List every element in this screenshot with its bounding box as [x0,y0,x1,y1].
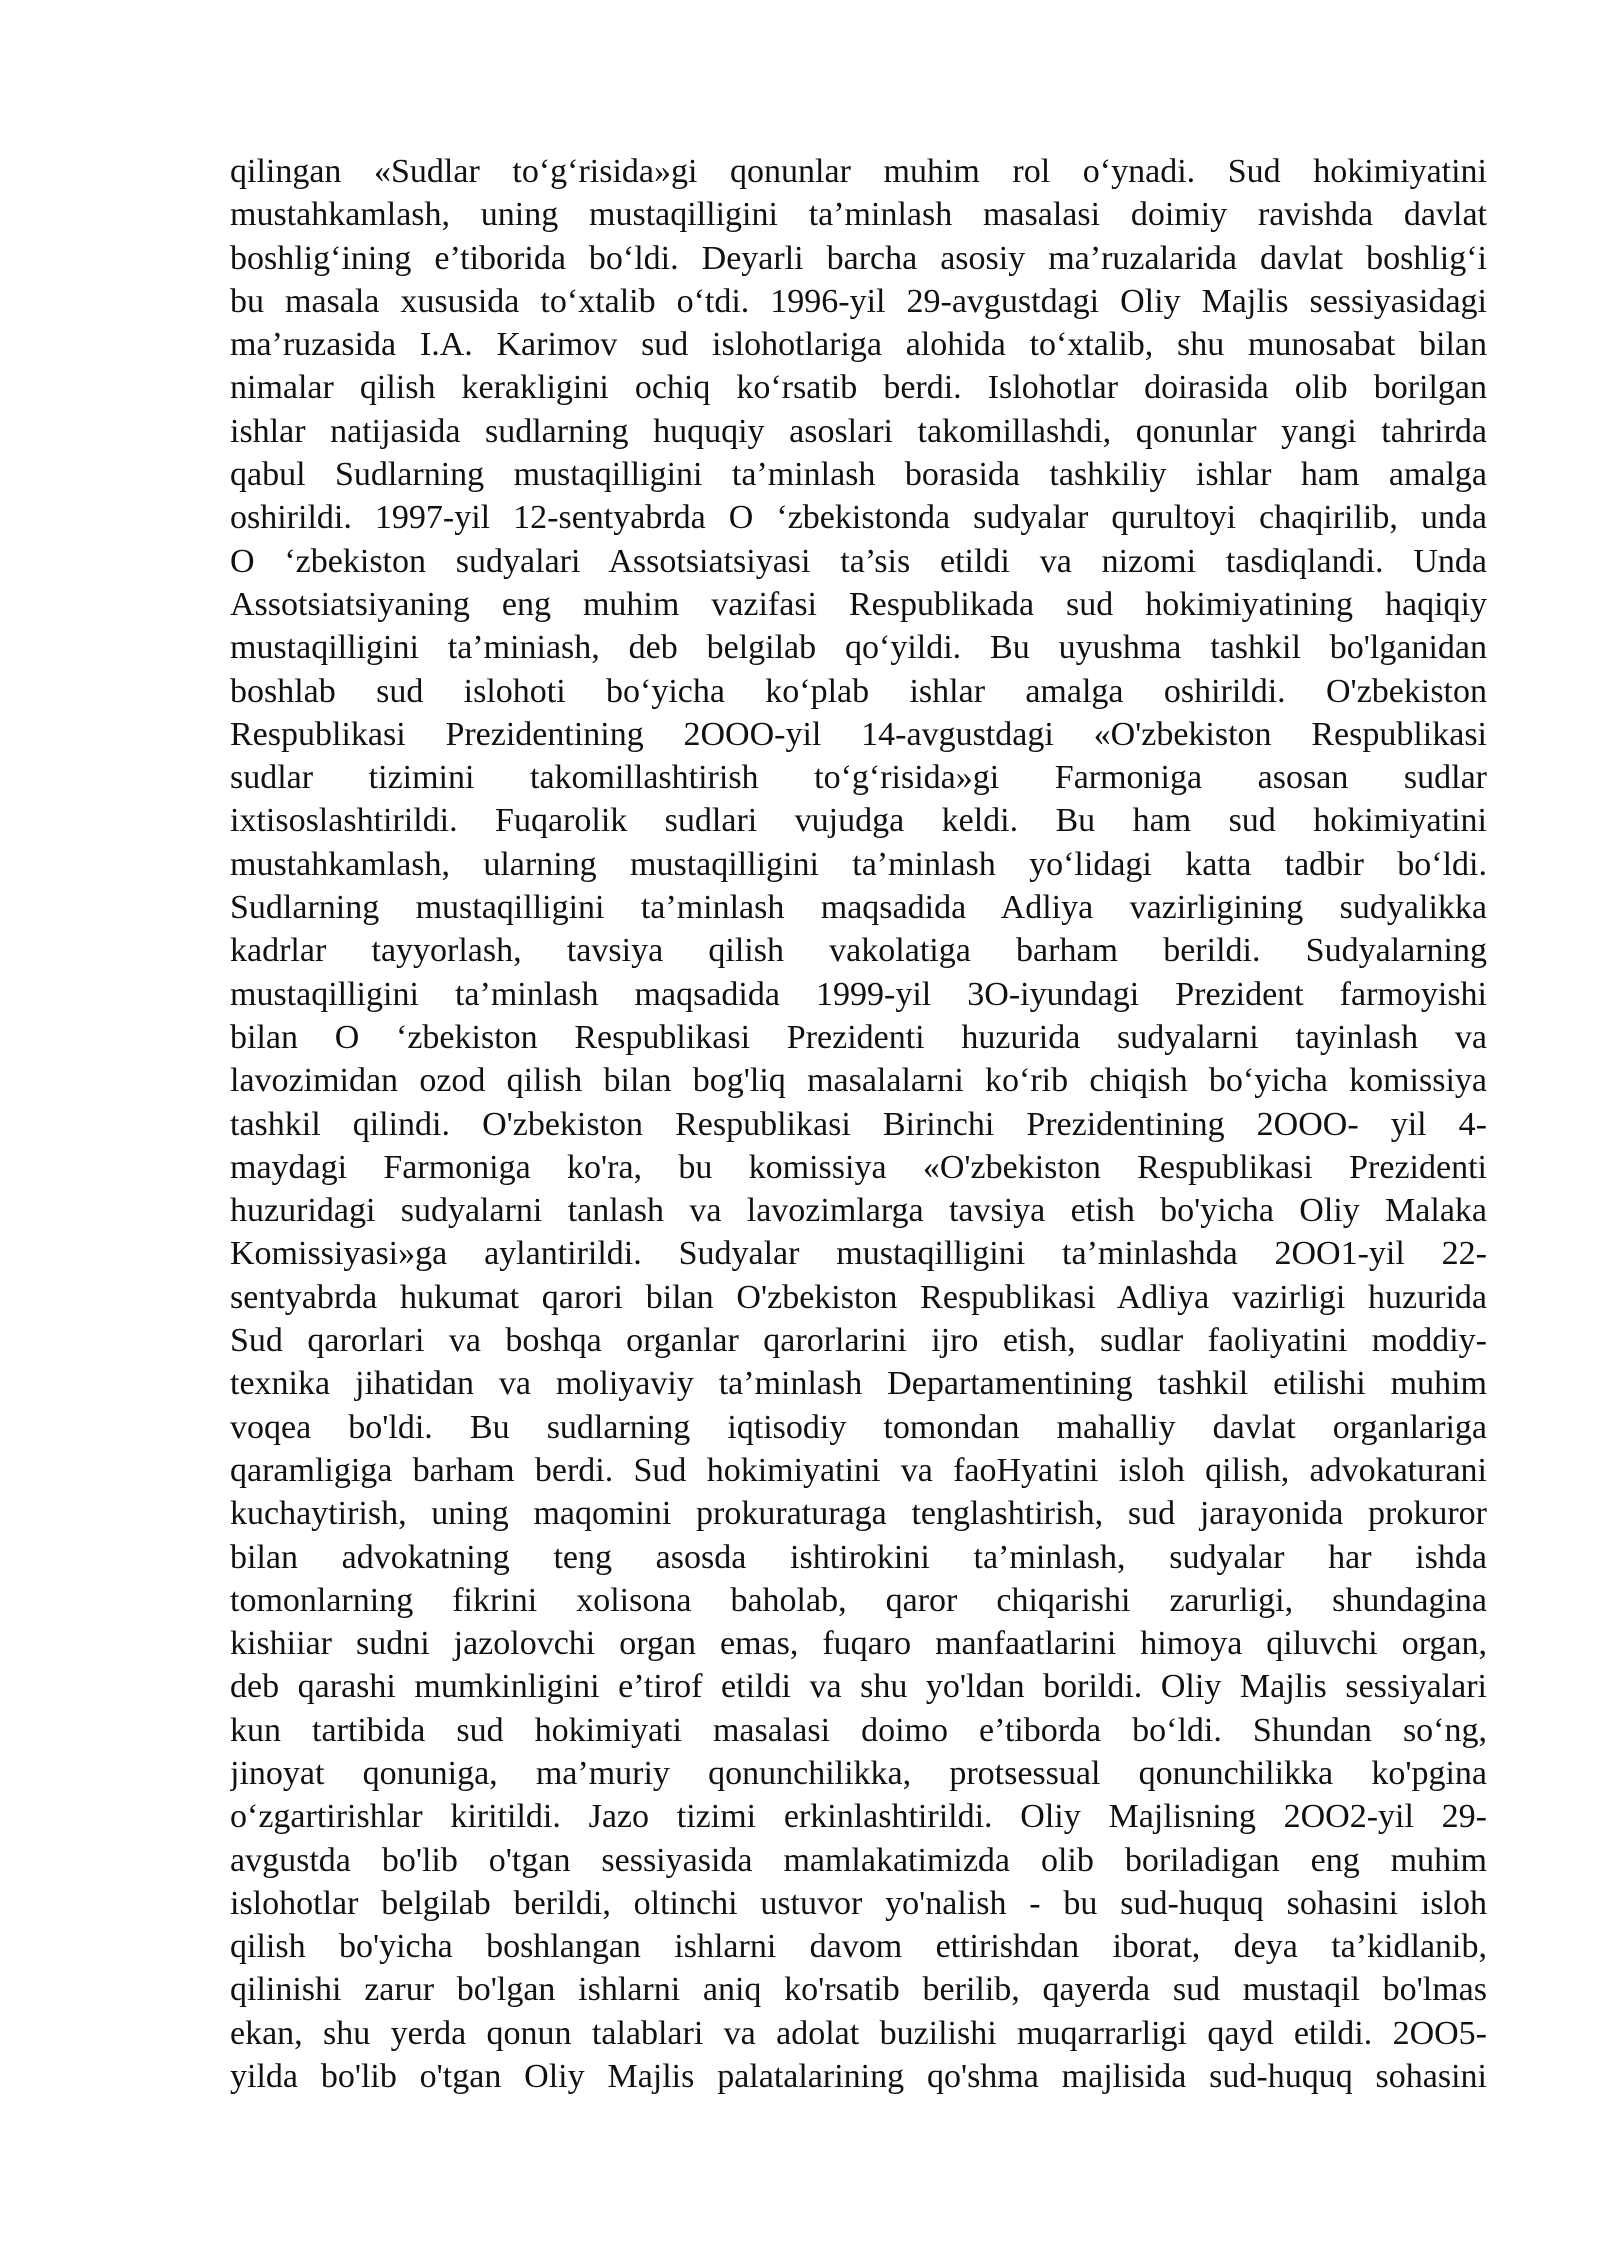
text-line: o‘zgartirishlar kiritildi. Jazo tizimi erkinlashtirildi. Oliy Majlisning 2OO2-yil 29- [230,1798,1487,1836]
text-line: Respublikasi Prezidentining 2OOO-yil 14-avgustdagi «O'zbekiston Respublikasi [230,715,1487,753]
text-line: mustahkamlash, ularning mustaqilligini ta’minlash yo‘lidagi katta tadbir bo‘ldi. [230,845,1487,883]
text-line: mustaqilligini ta’minlash maqsadida 1999-yil 3O-iyundagi Prezident farmoyishi [230,975,1487,1013]
text-line: ma’ruzasida I.A. Karimov sud islohotlariga alohida to‘xtalib, shu munosabat bilan [230,326,1487,364]
text-line: boshlab sud islohoti bo‘yicha ko‘plab ishlar amalga oshirildi. O'zbekiston [230,672,1487,710]
text-line: oshirildi. 1997-yil 12-sentyabrda O ‘zbekistonda sudyalar qurultoyi chaqirilib, unda [230,499,1487,537]
text-line: qabul Sudlarning mustaqilligini ta’minlash borasida tashkiliy ishlar ham amalga [230,456,1487,494]
text-line: Assotsiatsiyaning eng muhim vazifasi Respublikada sud hokimiyatining haqiqiy [230,585,1487,623]
text-line: voqea bo'ldi. Bu sudlarning iqtisodiy tomondan mahalliy davlat organlariga [230,1408,1487,1446]
text-line: huzuridagi sudyalarni tanlash va lavozimlarga tavsiya etish bo'yicha Oliy Malaka [230,1192,1487,1230]
text-line: qaramligiga barham berdi. Sud hokimiyatini va faoHyatini isloh qilish, advokaturani [230,1451,1487,1489]
text-line: maydagi Farmoniga ko'ra, bu komissiya «O'zbekiston Respublikasi Prezidenti [230,1148,1487,1186]
text-line: ekan, shu yerda qonun talablari va adolat buzilishi muqarrarligi qayd etildi. 2OO5- [230,2014,1487,2052]
text-line: mustahkamlash, uning mustaqilligini ta’minlash masalasi doimiy ravishda davlat [230,196,1487,234]
text-line: sentyabrda hukumat qarori bilan O'zbekiston Respublikasi Adliya vazirligi huzurida [230,1278,1487,1316]
text-line: jinoyat qonuniga, ma’muriy qonunchilikka, protsessual qonunchilikka ko'pgina [230,1754,1487,1792]
text-line: islohotlar belgilab berildi, oltinchi ustuvor yo'nalish - bu sud-huquq sohasini isloh [230,1884,1487,1922]
text-line: Sud qarorlari va boshqa organlar qarorlarini ijro etish, sudlar faoliyatini moddiy- [230,1322,1487,1360]
text-line: qilinishi zarur bo'lgan ishlarni aniq ko'rsatib berilib, qayerda sud mustaqil bo'lmas [230,1971,1487,2009]
text-line: texnika jihatidan va moliyaviy ta’minlash Departamentining tashkil etilishi muhim [230,1365,1487,1403]
text-line: boshlig‘ining e’tiborida bo‘ldi. Deyarli barcha asosiy ma’ruzalarida davlat boshlig‘i [230,239,1487,277]
text-line: bilan O ‘zbekiston Respublikasi Prezidenti huzurida sudyalarni tayinlash va [230,1018,1487,1056]
text-line: Sudlarning mustaqilligini ta’minlash maqsadida Adliya vazirligining sudyalikka [230,889,1487,927]
text-line: kuchaytirish, uning maqomini prokuraturaga tenglashtirish, sud jarayonida prokuror [230,1495,1487,1533]
text-line: Komissiyasi»ga aylantirildi. Sudyalar mustaqilligini ta’minlashda 2OO1-yil 22- [230,1235,1487,1273]
text-line: qilingan «Sudlar to‘g‘risida»gi qonunlar muhim rol o‘ynadi. Sud hokimiyatini [230,153,1487,190]
text-line: O ‘zbekiston sudyalari Assotsiatsiyasi ta’sis etildi va nizomi tasdiqlandi. Unda [230,542,1487,580]
text-line: kadrlar tayyorlash, tavsiya qilish vakolatiga barham berildi. Sudyalarning [230,932,1487,970]
text-line: bu masala xususida to‘xtalib o‘tdi. 1996-yil 29-avgustdagi Oliy Majlis sessiyasidagi [230,282,1487,320]
text-line: qilish bo'yicha boshlangan ishlarni davom ettirishdan iborat, deya ta’kidlanib, [230,1928,1487,1966]
text-line: deb qarashi mumkinligini e’tirof etildi va shu yo'ldan borildi. Oliy Majlis sessiyalari [230,1668,1487,1706]
text-line: kishiiar sudni jazolovchi organ emas, fuqaro manfaatlarini himoya qiluvchi organ, [230,1625,1487,1663]
text-line: ixtisoslashtirildi. Fuqarolik sudlari vujudga keldi. Bu ham sud hokimiyatini [230,802,1487,840]
text-line: kun tartibida sud hokimiyati masalasi doimo e’tiborda bo‘ldi. Shundan so‘ng, [230,1711,1487,1749]
body-paragraph [230,150,1487,2098]
text-line: sudlar tizimini takomillashtirish to‘g‘risida»gi Farmoniga asosan sudlar [230,759,1487,797]
text-line: bilan advokatning teng asosda ishtirokini ta’minlash, sudyalar har ishda [230,1538,1487,1576]
text-line: tomonlarning fikrini xolisona baholab, qaror chiqarishi zarurligi, shundagina [230,1581,1487,1619]
text-line: yilda bo'lib o'tgan Oliy Majlis palatalarining qo'shma majlisida sud-huquq sohasini [230,2058,1487,2096]
text-line: nimalar qilish kerakligini ochiq ko‘rsatib berdi. Islohotlar doirasida olib borilgan [230,369,1487,407]
text-line: tashkil qilindi. O'zbekiston Respublikasi Birinchi Prezidentining 2OOO- yil 4- [230,1105,1487,1143]
text-line: avgustda bo'lib o'tgan sessiyasida mamlakatimizda olib boriladigan eng muhim [230,1841,1487,1879]
text-line: lavozimidan ozod qilish bilan bog'liq masalalarni ko‘rib chiqish bo‘yicha komissiya [230,1062,1487,1100]
text-line: ishlar natijasida sudlarning huquqiy asoslari takomillashdi, qonunlar yangi tahrirda [230,412,1487,450]
text-line: mustaqilligini ta’miniash, deb belgilab qo‘yildi. Bu uyushma tashkil bo'lganidan [230,629,1487,667]
